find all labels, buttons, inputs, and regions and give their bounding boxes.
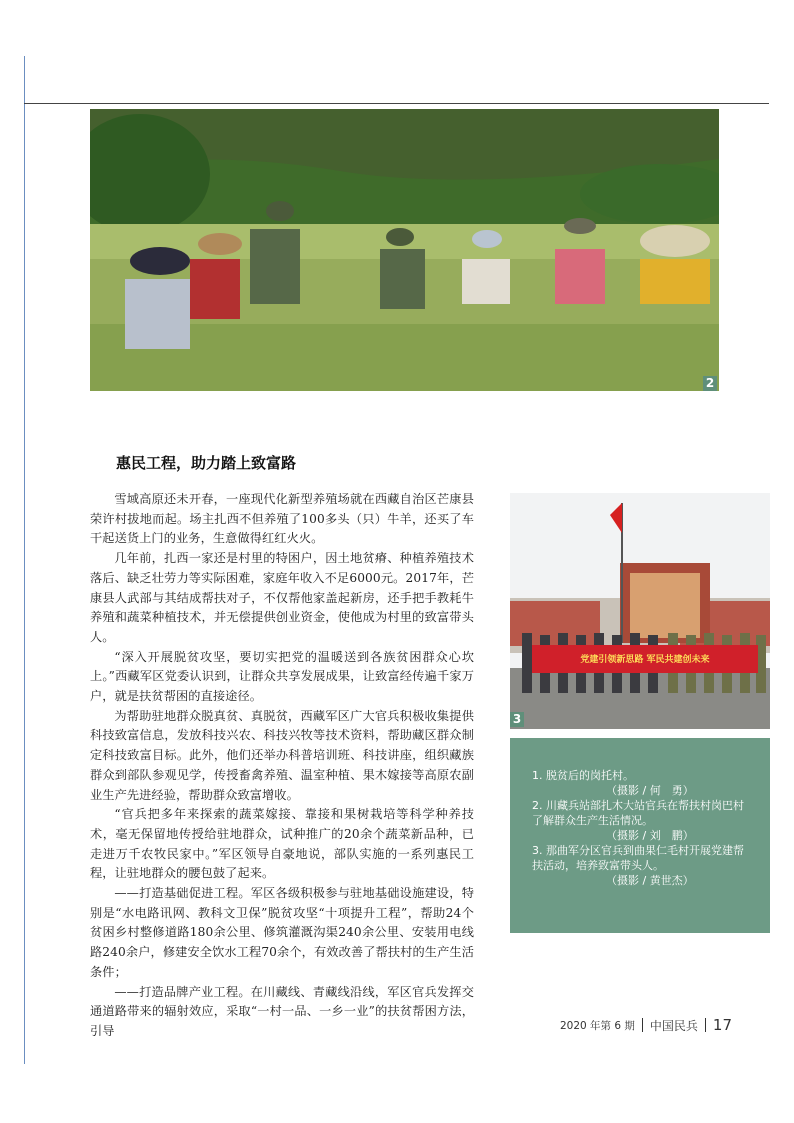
photo-number-2: 2	[703, 376, 717, 391]
page-footer	[560, 1016, 732, 1034]
page-number: 17	[712, 1016, 732, 1034]
photo-captions	[510, 738, 770, 933]
caption-1: 1. 脱贫后的岗托村。	[532, 769, 634, 782]
photo-wheat-field	[90, 109, 719, 391]
footer-divider	[642, 1018, 643, 1032]
caption-2: 2. 川藏兵站部扎木大站官兵在帮扶村岗巴村了解群众生产生活情况。	[532, 799, 744, 827]
caption-3: 3. 那曲军分区官兵到曲果仁毛村开展党建帮扶活动，培养致富带头人。	[532, 844, 744, 872]
caption-2-credit: （摄影 / 刘 鹏）	[606, 829, 694, 842]
photo-village-gate	[510, 493, 770, 729]
photo-number-3: 3	[510, 712, 524, 727]
banner-text: 党建引领新思路 军民共建创未来	[580, 655, 710, 665]
footer-divider	[705, 1018, 706, 1032]
caption-1-credit: （摄影 / 何 勇）	[606, 784, 694, 797]
magazine-name: 中国民兵	[649, 1018, 698, 1033]
paragraph: “深入开展脱贫攻坚，要切实把党的温暖送到各族贫困群众心坎上。”西藏军区党委认识到，让群众共享发展成果，让致富经传遍千家万户，就是扶贫帮困的直接途径。	[90, 649, 474, 704]
paragraph: 为帮助驻地群众脱真贫、真脱贫，西藏军区广大官兵积极收集提供科技致富信息，发放科技兴农、科技兴牧等技术资料，帮助藏区群众制定科技致富目标。此外，他们还举办科普培训班、科技讲座，组织藏族群众到部队参观见学，传授畜禽养殖、温室种植、果木嫁接等高原农副业生产先进经验，帮助群众致富增收。	[90, 708, 474, 802]
wheat-field-illustration	[90, 109, 719, 391]
article-body	[90, 490, 474, 1042]
paragraph: “官兵把多年来探索的蔬菜嫁接、靠接和果树栽培等科学种养技术，毫无保留地传授给驻地群众，试种推广的20余个蔬菜新品种，已走进万千农牧民家中。”军区领导自豪地说，部队实施的一系列惠民工程，让驻地群众的腰包鼓了起来。	[90, 807, 474, 881]
paragraph: ——打造基础促进工程。军区各级积极参与驻地基础设施建设，特别是“水电路讯网、教科文卫保”脱贫攻坚“十项提升工程”，帮助24个贫困乡村整修道路180余公里、修筑灌溉沟渠240余公里、安装用电线路240余户，修建安全饮水工程70余个，有效改善了帮扶村的生产生活条件；	[90, 886, 474, 979]
paragraph: 几年前，扎西一家还是村里的特困户，因土地贫瘠、种植养殖技术落后、缺乏壮劳力等实际困难，家庭年收入不足6000元。2017年，芒康县人武部与其结成帮扶对子，不仅帮他家盖起新房，还手把手教耗牛养殖和蔬菜种植技术，并无偿提供创业资金，使他成为村里的致富带头人。	[90, 551, 474, 644]
left-margin-rule	[24, 56, 25, 1064]
section-heading: 惠民工程，助力踏上致富路	[116, 454, 297, 472]
issue-label: 2020 年第 6 期	[559, 1019, 635, 1032]
top-rule	[24, 103, 769, 104]
paragraph: 雪域高原还未开春，一座现代化新型养殖场就在西藏自治区芒康县荣许村拔地而起。场主扎西不但养殖了100多头（只）牛羊，还买了车干起送货上门的业务，生意做得红红火火。	[90, 492, 474, 546]
village-gate-illustration	[510, 493, 770, 729]
paragraph: ——打造品牌产业工程。在川藏线、青藏线沿线，军区官兵发挥交通道路带来的辐射效应，采取“一村一品、一乡一业”的扶贫帮困方法，引导	[90, 984, 474, 1038]
caption-3-credit: （摄影 / 黄世杰）	[606, 874, 694, 887]
